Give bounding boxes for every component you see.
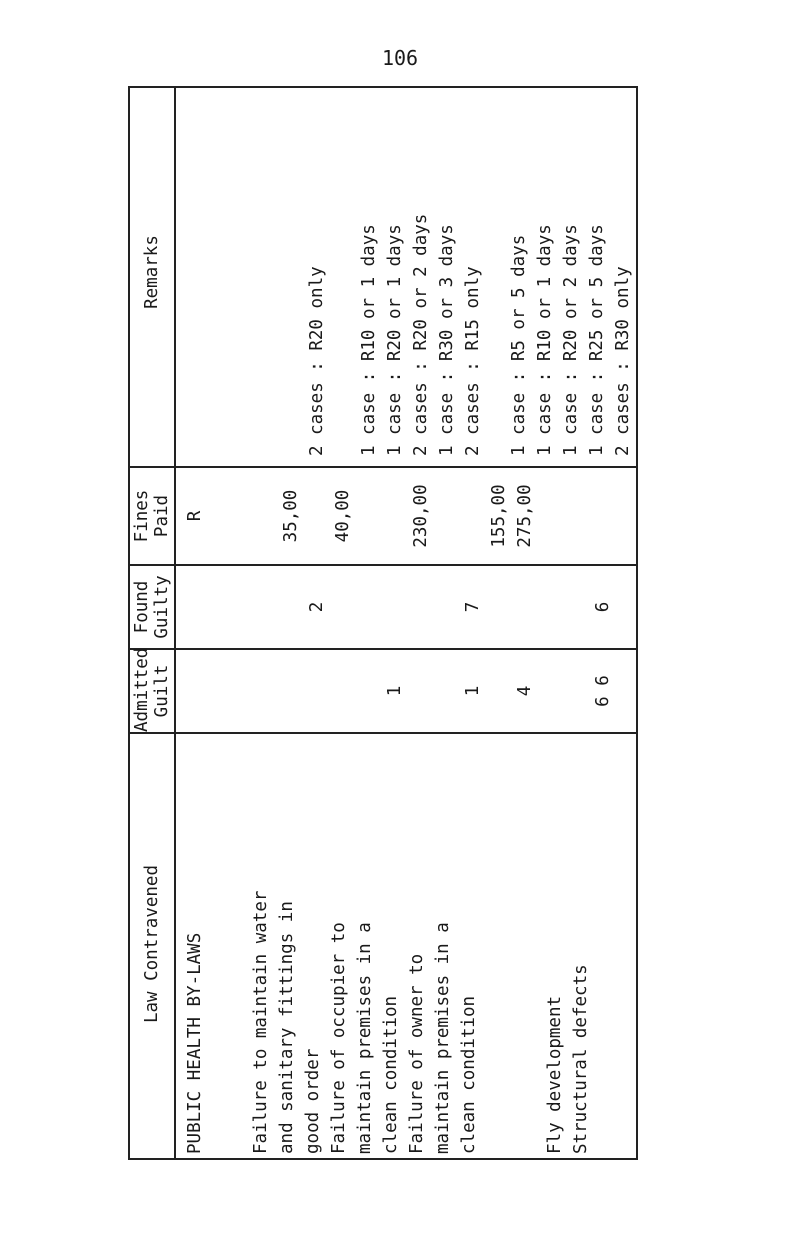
remark-2-2: 1 case : R20 or 1 days — [385, 224, 405, 456]
header-fines-paid — [129, 467, 175, 565]
found-cell — [175, 565, 637, 649]
remark-5-2: 1 case : R10 or 1 days — [535, 224, 555, 456]
offence-1-line-3: good order — [303, 1048, 323, 1154]
admitted-row-2: 1 — [385, 685, 405, 697]
body-row — [175, 87, 637, 1159]
fines-row-3: 230,00 — [411, 484, 431, 548]
section-heading: PUBLIC HEALTH BY-LAWS — [185, 932, 205, 1154]
offence-2-line-1: Failure of occupier to — [329, 922, 349, 1154]
header-admitted-guilt — [129, 649, 175, 733]
found-row-5: 6 — [593, 601, 613, 613]
admitted-row-4: 4 — [515, 685, 535, 697]
fines-row-5b: 275,00 — [515, 484, 535, 548]
fines-row-2: 40,00 — [333, 489, 353, 543]
offence-3-line-3: clean condition — [459, 995, 479, 1154]
offence-4-line-1: Fly development — [545, 995, 565, 1154]
remark-3-2: 1 case : R30 or 3 days — [437, 224, 457, 456]
rotated-table-wrapper — [128, 112, 633, 1160]
fines-unit: R — [185, 510, 205, 522]
header-fines-line-2: Paid — [152, 494, 172, 538]
fines-row-1: 35,00 — [281, 489, 301, 543]
fines-cell — [175, 467, 637, 565]
header-fines-line-1: Fines — [132, 489, 152, 543]
remark-5-5: 2 cases : R30 only — [613, 266, 633, 456]
remark-5-1: 1 case : R5 or 5 days — [509, 234, 529, 456]
law-cell — [175, 733, 637, 1159]
header-law-contravened: Law Contravened — [129, 733, 175, 1159]
remark-5-3: 1 case : R20 or 2 days — [561, 224, 581, 456]
found-row-1: 2 — [307, 601, 327, 613]
remark-3-1: 2 cases : R20 or 2 days — [411, 213, 431, 456]
header-remarks: Remarks — [129, 87, 175, 467]
remark-2-1: 1 case : R10 or 1 days — [359, 224, 379, 456]
admitted-row-1 — [304, 650, 330, 732]
offence-1-line-1: Failure to maintain water — [251, 890, 271, 1154]
fines-row-5a: 155,00 — [489, 484, 509, 548]
contraventions-table — [128, 86, 638, 1160]
remark-5-4: 1 case : R25 or 5 days — [587, 224, 607, 456]
page-number: 106 — [381, 46, 419, 70]
header-found-guilty — [129, 565, 175, 649]
remarks-cell — [175, 87, 637, 467]
found-row-3: 7 — [463, 601, 483, 613]
offence-2-line-2: maintain premises in a — [355, 922, 375, 1154]
remark-3-3: 2 cases : R15 only — [463, 266, 483, 456]
offence-1-line-2: and sanitary fittings in — [277, 901, 297, 1154]
header-admitted-line-2: Guilt — [152, 664, 172, 718]
offence-3-line-2: maintain premises in a — [433, 922, 453, 1154]
admitted-cell — [175, 649, 637, 733]
admitted-row-5: 6 6 — [593, 675, 613, 707]
header-found-line-2: Guilty — [152, 575, 172, 639]
remark-1-1: 2 cases : R20 only — [307, 266, 327, 456]
offence-2-line-3: clean condition — [381, 995, 401, 1154]
header-found-line-1: Found — [132, 580, 152, 634]
header-admitted-line-1: Admitted — [132, 647, 152, 732]
offence-3-line-1: Failure of owner to — [407, 953, 427, 1154]
offence-5-line-1: Structural defects — [571, 964, 591, 1154]
header-row — [129, 87, 175, 1159]
admitted-row-3: 1 — [463, 685, 483, 697]
